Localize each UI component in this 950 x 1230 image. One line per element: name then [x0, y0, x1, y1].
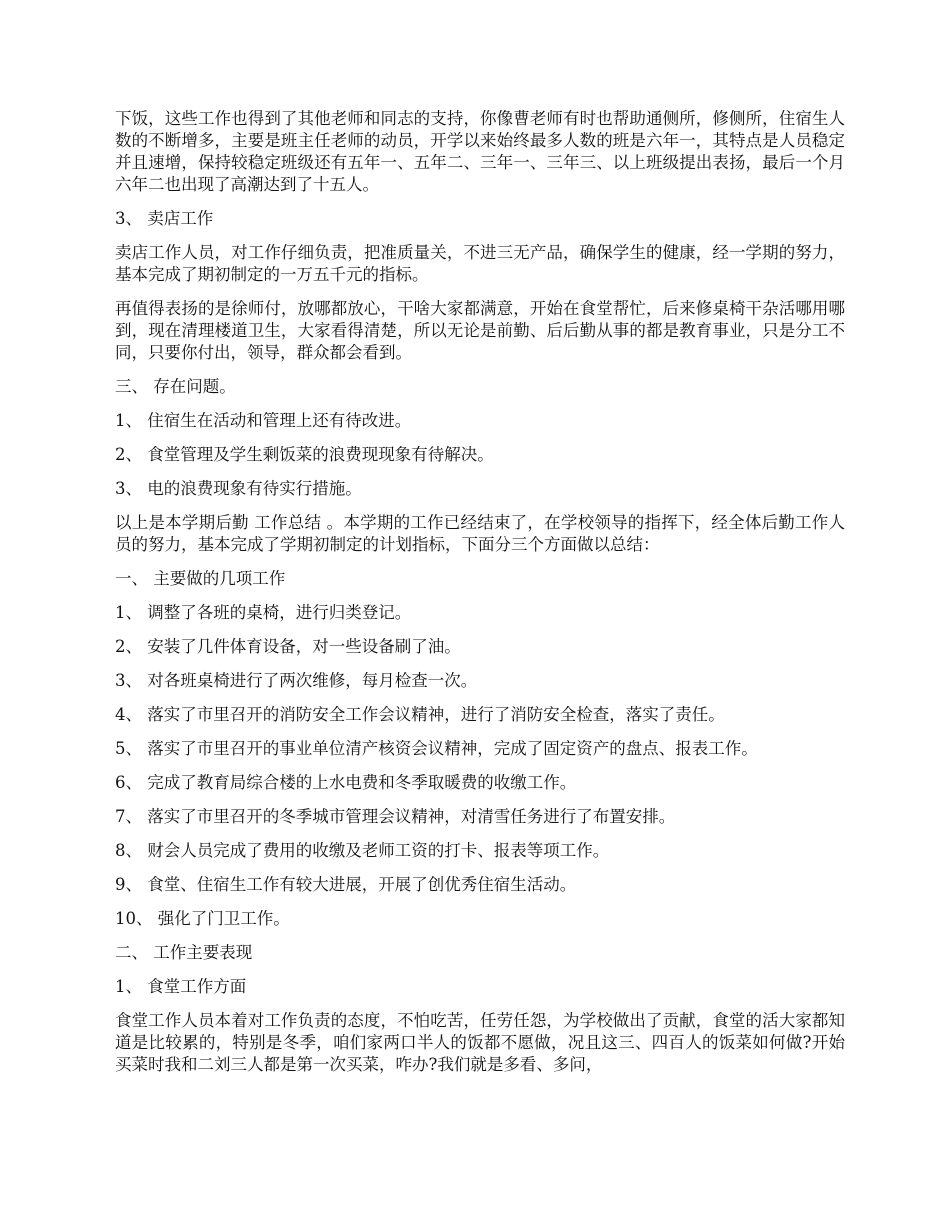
work-item-10: 10、 强化了门卫工作。 [115, 909, 290, 928]
paragraph-canteen-staff: 食堂工作人员本着对工作负责的态度，不怕吃苦，任劳任怨，为学校做出了贡献，食堂的活大家都知道是比较累的，特别是冬季，咱们家两口半人的饭都不愿做，况且这三、四百人的饭菜如何做?开始买菜时我和二刘三人都是第一次买菜，咋办?我们就是多看、多问， [115, 1011, 845, 1074]
work-item-8: 8、 财会人员完成了费用的收缴及老师工资的打卡、报表等项工作。 [115, 841, 610, 860]
paragraph-dorm-support: 下饭，这些工作也得到了其他老师和同志的支持，你像曹老师有时也帮助通侧所，修侧所，住宿生人数的不断增多，主要是班主任老师的动员，开学以来始终最多人数的班是六年一，其特点是人员稳定并且速增，保持较稳定班级还有五年一、五年二、三年一、三年三、以上班级提出表扬，最后一个月六年二也出现了高潮达到了十五人。 [115, 109, 845, 194]
work-item-7: 7、 落实了市里召开的冬季城市管理会议精神，对清雪任务进行了布置安排。 [115, 807, 676, 826]
work-item-6: 6、 完成了教育局综合楼的上水电费和冬季取暖费的收缴工作。 [115, 773, 577, 792]
work-item-3: 3、 对各班桌椅进行了两次维修，每月检查一次。 [115, 671, 478, 690]
work-item-4: 4、 落实了市里召开的消防安全工作会议精神，进行了消防安全检查，落实了责任。 [115, 705, 725, 724]
heading-canteen-work: 1、 食堂工作方面 [115, 977, 247, 996]
problem-item-1: 1、 住宿生在活动和管理上还有待改进。 [115, 411, 412, 430]
heading-shop-work: 3、 卖店工作 [115, 209, 214, 228]
work-item-2: 2、 安装了几件体育设备，对一些设备刷了油。 [115, 637, 461, 656]
work-item-5: 5、 落实了市里召开的事业单位清产核资会议精神，完成了固定资产的盘点、报表工作。 [115, 739, 758, 758]
paragraph-praise-xu: 再值得表扬的是徐师付，放哪都放心，干啥大家都满意，开始在食堂帮忙，后来修桌椅干杂活哪用哪到，现在清理楼道卫生，大家看得清楚，所以无论是前勤、后后勤从事的都是教育事业，只是分工不同，只要你付出，领导，群众都会看到。 [115, 299, 845, 362]
heading-existing-problems: 三、 存在问题。 [115, 377, 236, 396]
heading-work-performance: 二、 工作主要表现 [115, 943, 253, 962]
work-item-1: 1、 调整了各班的桌椅，进行归类登记。 [115, 603, 412, 622]
heading-main-work: 一、 主要做的几项工作 [115, 569, 286, 588]
document-body [115, 108, 845, 1088]
work-item-9: 9、 食堂、住宿生工作有较大进展，开展了创优秀住宿生活动。 [115, 875, 577, 894]
paragraph-summary-intro: 以上是本学期后勤 工作总结 。本学期的工作已经结束了，在学校领导的指挥下，经全体后勤工作人员的努力，基本完成了学期初制定的计划指标，下面分三个方面做以总结： [115, 513, 845, 554]
paragraph-shop-staff: 卖店工作人员，对工作仔细负责，把准质量关，不进三无产品，确保学生的健康，经一学期的努力，基本完成了期初制定的一万五千元的指标。 [115, 243, 845, 284]
problem-item-2: 2、 食堂管理及学生剩饭菜的浪费现现象有待解决。 [115, 445, 494, 464]
problem-item-3: 3、 电的浪费现象有待实行措施。 [115, 479, 362, 498]
